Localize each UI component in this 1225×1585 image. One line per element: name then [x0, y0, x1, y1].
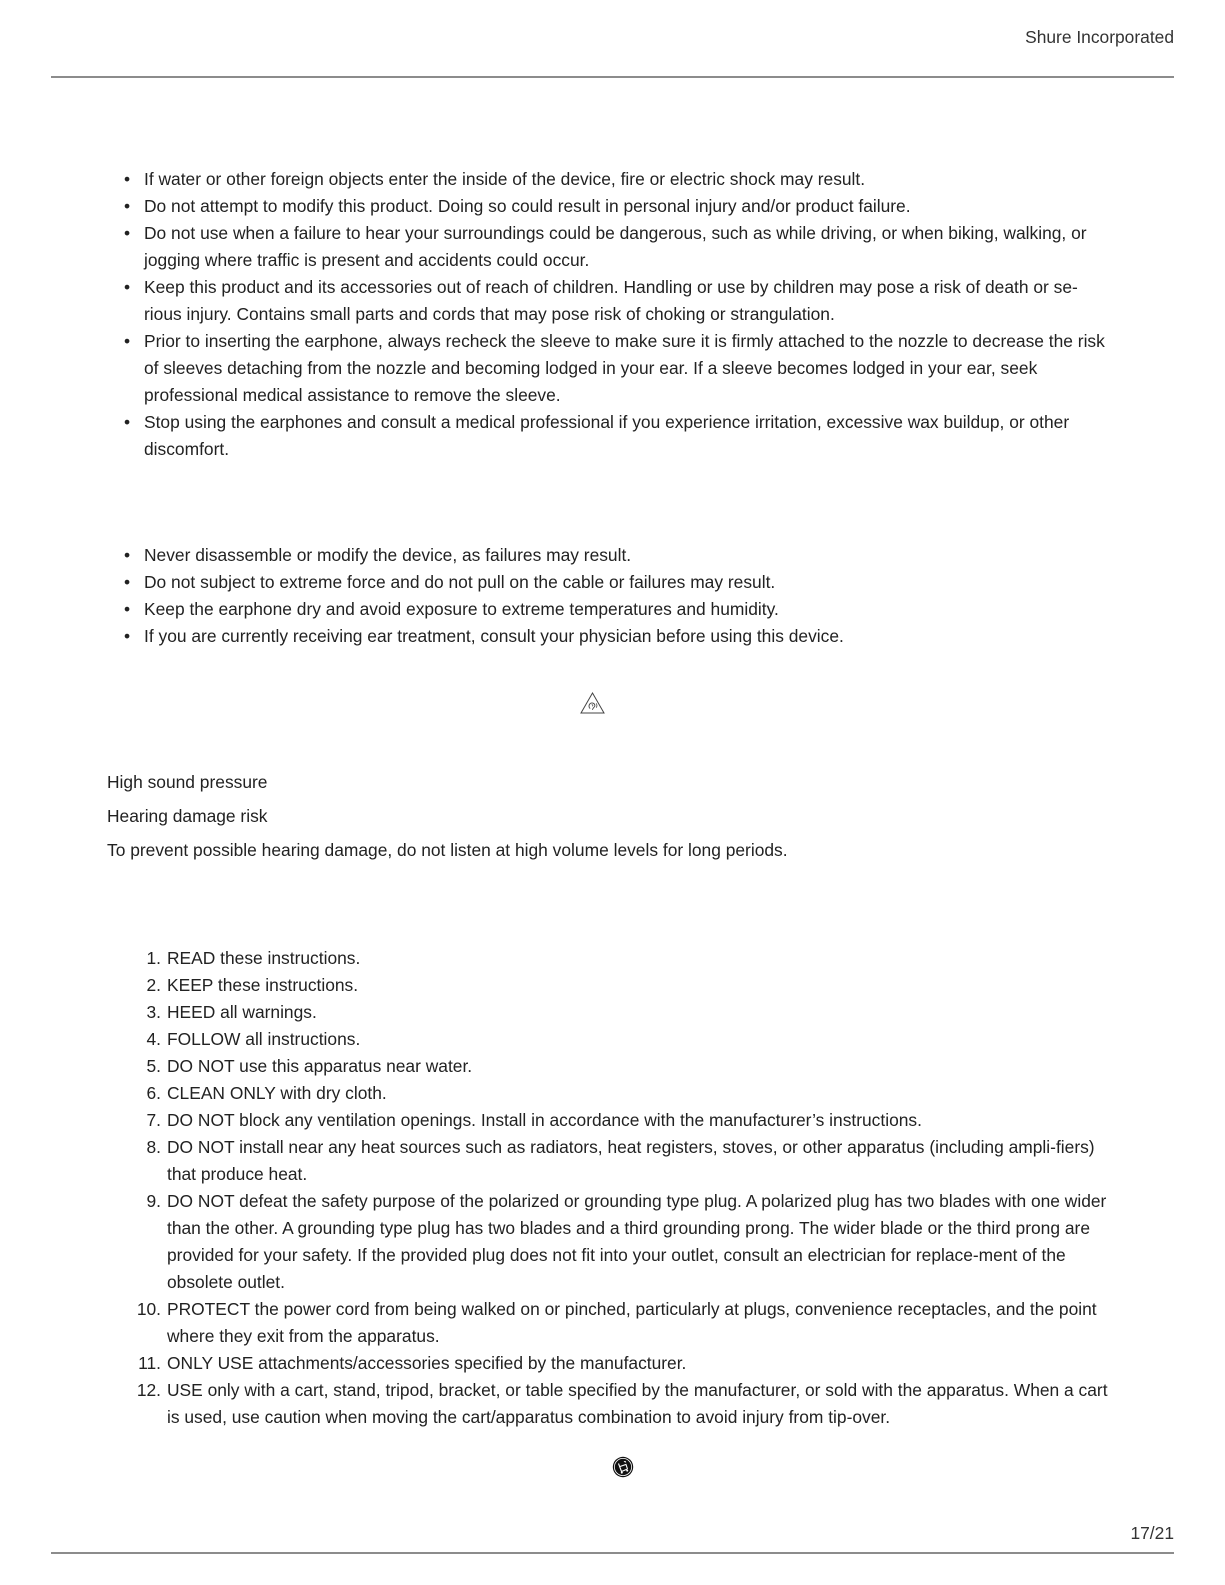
item-text: DO NOT use this apparatus near water.: [167, 1056, 473, 1076]
item-number: 12.: [136, 1380, 161, 1400]
item-text: USE only with a cart, stand, tripod, bracket, or table specified by the manufacturer, or sold with the apparatus. When a cart is used, use caution when moving the cart/apparatus combination to avoid injury from tip-over.: [167, 1380, 1108, 1427]
item-number: 4.: [146, 1029, 161, 1049]
item-number: 8.: [146, 1137, 161, 1157]
list-item: [146, 1134, 1115, 1188]
item-number: 3.: [146, 1002, 161, 1022]
list-item: • If water or other foreign objects enter the inside of the device, fire or electric shock may result.: [144, 166, 1114, 193]
list-item: • Do not attempt to modify this product. Doing so could result in personal injury and/or product failure.: [144, 193, 1114, 220]
list-item: [136, 1296, 1115, 1350]
item-text: CLEAN ONLY with dry cloth.: [167, 1083, 387, 1103]
header-company-name: Shure Incorporated: [1025, 27, 1174, 47]
list-item: [146, 1107, 1115, 1134]
list-item: [146, 1053, 1115, 1080]
hearing-advice: To prevent possible hearing damage, do not listen at high volume levels for long periods.: [107, 840, 788, 860]
list-item: • Keep this product and its accessories out of reach of children. Handling or use by children may pose a risk of death or se-rious injury. Contains small parts and cords that may pose risk of choking or strangulation.: [144, 274, 1114, 328]
list-item: [146, 999, 1115, 1026]
item-number: 7.: [146, 1110, 161, 1130]
item-number: 2.: [146, 975, 161, 995]
item-number: 1.: [146, 948, 161, 968]
hearing-heading: High sound pressure: [107, 772, 268, 792]
list-item: [146, 1188, 1115, 1296]
item-text: ONLY USE attachments/accessories specified by the manufacturer.: [167, 1353, 687, 1373]
list-item: • Prior to inserting the earphone, always recheck the sleeve to make sure it is firmly attached to the nozzle to decrease the risk of sleeves detaching from the nozzle and becoming lodged in your ear. If a sleeve becomes lodged in your ear, seek professional medical assistance to remove the sleeve.: [144, 328, 1114, 409]
list-item: • If you are currently receiving ear treatment, consult your physician before using this device.: [144, 623, 1114, 650]
list-item: [146, 945, 1115, 972]
list-item: • Keep the earphone dry and avoid exposure to extreme temperatures and humidity.: [144, 596, 1114, 623]
list-item: • Do not subject to extreme force and do not pull on the cable or failures may result.: [144, 569, 1114, 596]
item-text: KEEP these instructions.: [167, 975, 359, 995]
cart-tipover-warning-icon: [612, 1456, 634, 1478]
item-text: HEED all warnings.: [167, 1002, 317, 1022]
list-item: [146, 1080, 1115, 1107]
item-text: READ these instructions.: [167, 948, 361, 968]
cautions-list: [144, 542, 1114, 650]
item-number: 11.: [138, 1353, 161, 1373]
item-number: 10.: [136, 1299, 161, 1319]
safety-instructions-list: [136, 945, 1115, 1431]
hearing-hazard-icon: [580, 692, 605, 714]
warnings-list: [144, 166, 1114, 463]
list-item: • Do not use when a failure to hear your surroundings could be dangerous, such as while driving, or when biking, walking, or jogging where traffic is present and accidents could occur.: [144, 220, 1114, 274]
header-divider: [51, 76, 1174, 78]
list-item: [146, 972, 1115, 999]
list-item: • Never disassemble or modify the device, as failures may result.: [144, 542, 1114, 569]
list-item: • Stop using the earphones and consult a medical professional if you experience irritation, excessive wax buildup, or other discomfort.: [144, 409, 1114, 463]
item-number: 5.: [146, 1056, 161, 1076]
item-text: FOLLOW all instructions.: [167, 1029, 361, 1049]
footer-divider: [51, 1552, 1174, 1554]
hearing-subheading: Hearing damage risk: [107, 806, 268, 826]
item-number: 6.: [146, 1083, 161, 1103]
list-item: [138, 1350, 1115, 1377]
item-text: DO NOT block any ventilation openings. Install in accordance with the manufacturer’s instructions.: [167, 1110, 922, 1130]
list-item: [146, 1026, 1115, 1053]
item-text: DO NOT install near any heat sources such as radiators, heat registers, stoves, or other apparatus (including ampli-fiers) that produce heat.: [167, 1137, 1095, 1184]
list-item: [136, 1377, 1115, 1431]
page-number: 17/21: [1130, 1523, 1174, 1543]
item-number: 9.: [146, 1191, 161, 1211]
item-text: DO NOT defeat the safety purpose of the polarized or grounding type plug. A polarized plug has two blades with one wider than the other. A grounding type plug has two blades and a third grounding prong. The wider blade or the third prong are provided for your safety. If the provided plug does not fit into your outlet, consult an electrician for replace-ment of the obsolete outlet.: [167, 1191, 1107, 1292]
item-text: PROTECT the power cord from being walked on or pinched, particularly at plugs, convenience receptacles, and the point where they exit from the apparatus.: [167, 1299, 1097, 1346]
